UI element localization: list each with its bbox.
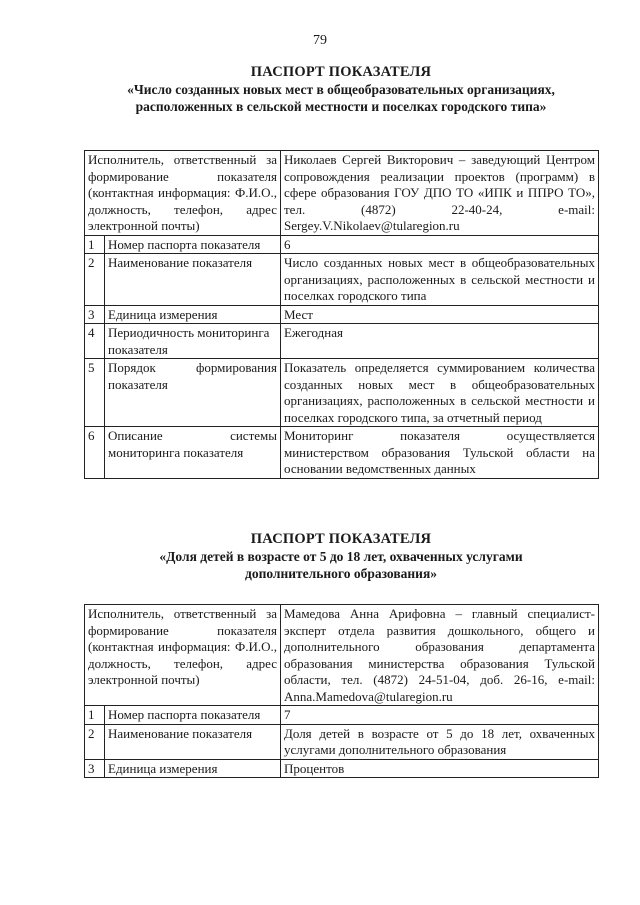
table-row — [85, 254, 599, 306]
row-value: 7 — [281, 706, 599, 725]
row-label: Номер паспорта показателя — [105, 235, 281, 254]
table-row — [85, 427, 599, 479]
table-row — [85, 235, 599, 254]
row-label: Наименование показателя — [105, 254, 281, 306]
table-row — [85, 759, 599, 778]
executor-value: Мамедова Анна Арифовна – главный специалист-эксперт отдела развития дошкольного, общего и дополнительного образования департамента образования министерства образования Тульской области, тел. (4872) 24-51-04, доб. 26-16, e-mail: Anna.Mamedova@tularegion.ru — [281, 605, 599, 706]
row-value: Процентов — [281, 759, 599, 778]
row-label: Порядок формирования показателя — [105, 359, 281, 427]
row-number: 4 — [85, 324, 105, 359]
passport-title: ПАСПОРТ ПОКАЗАТЕЛЯ — [250, 64, 432, 80]
executor-row — [85, 605, 599, 706]
row-number: 6 — [85, 427, 105, 479]
row-number: 1 — [85, 706, 105, 725]
row-number: 1 — [85, 235, 105, 254]
executor-label: Исполнитель, ответственный за формирование показателя (контактная информация: Ф.И.О., должность, телефон, адрес электронной почты) — [85, 151, 281, 236]
table-row — [85, 724, 599, 759]
row-value: Показатель определяется суммированием количества созданных новых мест в общеобразовательных организациях, расположенных в сельской местности и поселках городского типа, за отчетный период — [281, 359, 599, 427]
row-number: 5 — [85, 359, 105, 427]
row-value: Мест — [281, 305, 599, 324]
row-value: 6 — [281, 235, 599, 254]
row-number: 2 — [85, 724, 105, 759]
row-number: 3 — [85, 759, 105, 778]
passport-table — [84, 604, 599, 778]
row-label: Периодичность мониторинга показателя — [105, 324, 281, 359]
passport-section-1 — [84, 64, 598, 479]
row-number: 2 — [85, 254, 105, 306]
executor-row — [85, 151, 599, 236]
row-label: Номер паспорта показателя — [105, 706, 281, 725]
table-row — [85, 706, 599, 725]
row-label: Единица измерения — [105, 759, 281, 778]
row-label: Единица измерения — [105, 305, 281, 324]
executor-value: Николаев Сергей Викторович – заведующий Центром сопровождения реализации проектов (программ) в сфере образования ГОУ ДПО ТО «ИПК и ППРО ТО», тел. (4872) 22-40-24, e-mail: Sergey.V.Nikolaev@tularegion.ru — [281, 151, 599, 236]
row-number: 3 — [85, 305, 105, 324]
passport-subtitle-line1: «Число созданных новых мест в общеобразовательных организациях, — [127, 82, 555, 97]
row-value: Ежегодная — [281, 324, 599, 359]
passport-section-2 — [84, 531, 598, 778]
table-row — [85, 305, 599, 324]
passport-subtitle-line2: дополнительного образования» — [244, 566, 437, 581]
passport-title: ПАСПОРТ ПОКАЗАТЕЛЯ — [250, 531, 432, 547]
row-label: Описание системы мониторинга показателя — [105, 427, 281, 479]
row-value: Мониторинг показателя осуществляется министерством образования Тульской области на основании ведомственных данных — [281, 427, 599, 479]
passport-subtitle-line1: «Доля детей в возрасте от 5 до 18 лет, охваченных услугами — [159, 549, 523, 564]
passport-subtitle-line2: расположенных в сельской местности и поселках городского типа» — [135, 99, 547, 114]
passport-table — [84, 150, 599, 479]
page-number: 79 — [313, 33, 327, 48]
row-label: Наименование показателя — [105, 724, 281, 759]
executor-label: Исполнитель, ответственный за формирование показателя (контактная информация: Ф.И.О., должность, телефон, адрес электронной почты) — [85, 605, 281, 706]
row-value: Доля детей в возрасте от 5 до 18 лет, охваченных услугами дополнительного образования — [281, 724, 599, 759]
table-row — [85, 324, 599, 359]
row-value: Число созданных новых мест в общеобразовательных организациях, расположенных в сельской местности и поселках городского типа — [281, 254, 599, 306]
table-row — [85, 359, 599, 427]
